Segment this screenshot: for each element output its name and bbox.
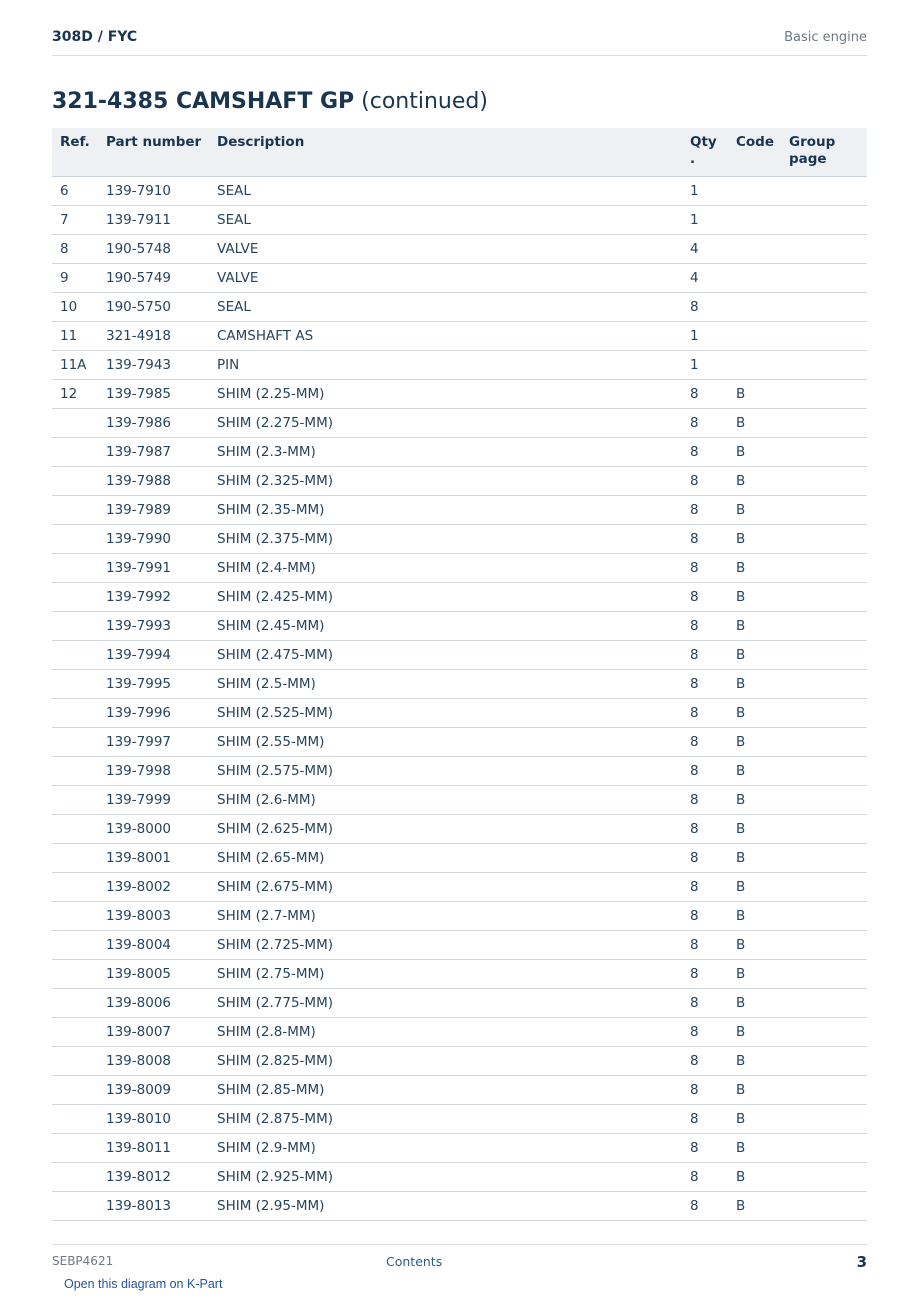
cell-ref xyxy=(52,930,98,959)
cell-part-number: 139-7992 xyxy=(98,582,209,611)
table-row xyxy=(52,524,867,553)
cell-group-page xyxy=(781,1104,867,1133)
table-row xyxy=(52,379,867,408)
cell-ref xyxy=(52,1017,98,1046)
cell-part-number: 139-8008 xyxy=(98,1046,209,1075)
cell-code: B xyxy=(728,1162,781,1191)
cell-qty: 8 xyxy=(682,872,728,901)
cell-group-page xyxy=(781,843,867,872)
cell-description: SHIM (2.25-MM) xyxy=(209,379,682,408)
table-row xyxy=(52,872,867,901)
cell-description: SHIM (2.475-MM) xyxy=(209,640,682,669)
cell-description: SHIM (2.45-MM) xyxy=(209,611,682,640)
cell-qty: 8 xyxy=(682,814,728,843)
cell-code: B xyxy=(728,959,781,988)
cell-code: B xyxy=(728,930,781,959)
cell-code xyxy=(728,176,781,205)
cell-ref xyxy=(52,901,98,930)
cell-group-page xyxy=(781,988,867,1017)
table-row xyxy=(52,466,867,495)
cell-part-number: 139-8001 xyxy=(98,843,209,872)
cell-code xyxy=(728,292,781,321)
cell-description: SHIM (2.35-MM) xyxy=(209,495,682,524)
cell-part-number: 139-8006 xyxy=(98,988,209,1017)
page-footer xyxy=(52,1244,867,1275)
cell-description: CAMSHAFT AS xyxy=(209,321,682,350)
cell-qty: 8 xyxy=(682,959,728,988)
cell-description: SHIM (2.875-MM) xyxy=(209,1104,682,1133)
cell-code: B xyxy=(728,1075,781,1104)
table-row xyxy=(52,234,867,263)
cell-code: B xyxy=(728,1104,781,1133)
cell-part-number: 139-7994 xyxy=(98,640,209,669)
table-row xyxy=(52,611,867,640)
cell-code: B xyxy=(728,814,781,843)
table-row xyxy=(52,408,867,437)
table-row xyxy=(52,640,867,669)
cell-ref xyxy=(52,611,98,640)
table-row xyxy=(52,843,867,872)
cell-qty: 8 xyxy=(682,408,728,437)
cell-group-page xyxy=(781,263,867,292)
cell-group-page xyxy=(781,205,867,234)
cell-qty: 8 xyxy=(682,930,728,959)
cell-ref xyxy=(52,1162,98,1191)
cell-part-number: 139-7998 xyxy=(98,756,209,785)
cell-ref xyxy=(52,785,98,814)
cell-group-page xyxy=(781,959,867,988)
table-row xyxy=(52,988,867,1017)
table-row xyxy=(52,1162,867,1191)
cell-description: SEAL xyxy=(209,205,682,234)
cell-group-page xyxy=(781,379,867,408)
cell-qty: 8 xyxy=(682,437,728,466)
table-row xyxy=(52,292,867,321)
cell-part-number: 139-7990 xyxy=(98,524,209,553)
cell-group-page xyxy=(781,524,867,553)
table-row xyxy=(52,205,867,234)
cell-code: B xyxy=(728,640,781,669)
table-row xyxy=(52,1017,867,1046)
cell-qty: 8 xyxy=(682,582,728,611)
cell-description: SHIM (2.675-MM) xyxy=(209,872,682,901)
col-header-ref: Ref. xyxy=(52,128,98,176)
cell-part-number: 139-7997 xyxy=(98,727,209,756)
cell-description: SHIM (2.325-MM) xyxy=(209,466,682,495)
col-header-qty: Qty . xyxy=(682,128,728,176)
cell-ref xyxy=(52,959,98,988)
cell-description: SHIM (2.575-MM) xyxy=(209,756,682,785)
cell-description: SHIM (2.6-MM) xyxy=(209,785,682,814)
cell-qty: 8 xyxy=(682,466,728,495)
cell-code: B xyxy=(728,437,781,466)
cell-qty: 8 xyxy=(682,901,728,930)
cell-part-number: 139-8011 xyxy=(98,1133,209,1162)
cell-code: B xyxy=(728,669,781,698)
cell-qty: 8 xyxy=(682,669,728,698)
cell-part-number: 139-7989 xyxy=(98,495,209,524)
table-row xyxy=(52,1191,867,1220)
cell-description: SHIM (2.625-MM) xyxy=(209,814,682,843)
cell-group-page xyxy=(781,495,867,524)
cell-code xyxy=(728,263,781,292)
cell-qty: 8 xyxy=(682,1075,728,1104)
table-row xyxy=(52,930,867,959)
cell-group-page xyxy=(781,669,867,698)
table-row xyxy=(52,176,867,205)
cell-part-number: 139-7991 xyxy=(98,553,209,582)
cell-part-number: 139-7993 xyxy=(98,611,209,640)
table-row xyxy=(52,321,867,350)
cell-group-page xyxy=(781,553,867,582)
cell-code: B xyxy=(728,611,781,640)
cell-ref: 11A xyxy=(52,350,98,379)
cell-part-number: 139-7995 xyxy=(98,669,209,698)
title-part: 321-4385 CAMSHAFT GP xyxy=(52,89,355,114)
cell-code: B xyxy=(728,1046,781,1075)
cell-code: B xyxy=(728,1017,781,1046)
cell-ref: 7 xyxy=(52,205,98,234)
cell-group-page xyxy=(781,727,867,756)
cell-part-number: 139-7985 xyxy=(98,379,209,408)
cell-ref: 12 xyxy=(52,379,98,408)
cell-code: B xyxy=(728,1191,781,1220)
cell-description: SHIM (2.9-MM) xyxy=(209,1133,682,1162)
cell-description: SHIM (2.425-MM) xyxy=(209,582,682,611)
cell-qty: 1 xyxy=(682,176,728,205)
table-row xyxy=(52,553,867,582)
cell-group-page xyxy=(781,640,867,669)
cell-ref xyxy=(52,698,98,727)
cell-group-page xyxy=(781,437,867,466)
table-row xyxy=(52,582,867,611)
cell-code: B xyxy=(728,756,781,785)
table-row xyxy=(52,1133,867,1162)
cell-qty: 1 xyxy=(682,205,728,234)
cell-qty: 8 xyxy=(682,698,728,727)
table-header-row xyxy=(52,128,867,176)
title-suffix: (continued) xyxy=(354,89,488,114)
cell-qty: 8 xyxy=(682,1017,728,1046)
cell-part-number: 139-7911 xyxy=(98,205,209,234)
cell-code xyxy=(728,205,781,234)
table-row xyxy=(52,669,867,698)
table-row xyxy=(52,785,867,814)
cell-code: B xyxy=(728,495,781,524)
cell-ref: 6 xyxy=(52,176,98,205)
cell-qty: 8 xyxy=(682,553,728,582)
cell-ref xyxy=(52,872,98,901)
cell-ref xyxy=(52,408,98,437)
cell-description: SHIM (2.75-MM) xyxy=(209,959,682,988)
col-header-group-page: Group page xyxy=(781,128,867,176)
cell-qty: 8 xyxy=(682,843,728,872)
page-header xyxy=(52,28,867,56)
cell-description: VALVE xyxy=(209,234,682,263)
cell-description: SHIM (2.275-MM) xyxy=(209,408,682,437)
cell-group-page xyxy=(781,872,867,901)
cell-part-number: 139-7986 xyxy=(98,408,209,437)
parts-table-body xyxy=(52,176,867,1220)
cell-part-number: 190-5748 xyxy=(98,234,209,263)
cell-qty: 8 xyxy=(682,785,728,814)
cell-part-number: 139-8005 xyxy=(98,959,209,988)
contents-link[interactable]: Contents xyxy=(386,1254,443,1269)
cell-code: B xyxy=(728,466,781,495)
cell-group-page xyxy=(781,1017,867,1046)
cell-description: SHIM (2.5-MM) xyxy=(209,669,682,698)
cell-part-number: 139-7999 xyxy=(98,785,209,814)
cell-ref xyxy=(52,1075,98,1104)
cell-ref: 11 xyxy=(52,321,98,350)
cell-group-page xyxy=(781,1191,867,1220)
cell-group-page xyxy=(781,698,867,727)
cell-description: PIN xyxy=(209,350,682,379)
cell-group-page xyxy=(781,1075,867,1104)
cell-qty: 1 xyxy=(682,321,728,350)
cell-group-page xyxy=(781,466,867,495)
cell-part-number: 139-7943 xyxy=(98,350,209,379)
cell-description: SHIM (2.3-MM) xyxy=(209,437,682,466)
cell-ref: 10 xyxy=(52,292,98,321)
cell-ref xyxy=(52,1191,98,1220)
cell-ref xyxy=(52,437,98,466)
cell-qty: 1 xyxy=(682,350,728,379)
cell-qty: 8 xyxy=(682,611,728,640)
table-row xyxy=(52,814,867,843)
cell-description: SHIM (2.525-MM) xyxy=(209,698,682,727)
cell-ref xyxy=(52,640,98,669)
section-name: Basic engine xyxy=(784,30,867,45)
cell-ref xyxy=(52,1046,98,1075)
cell-qty: 8 xyxy=(682,1104,728,1133)
cell-qty: 8 xyxy=(682,524,728,553)
cell-ref xyxy=(52,1133,98,1162)
cell-code: B xyxy=(728,785,781,814)
cell-part-number: 139-8007 xyxy=(98,1017,209,1046)
table-row xyxy=(52,437,867,466)
cell-code: B xyxy=(728,553,781,582)
cell-part-number: 139-7987 xyxy=(98,437,209,466)
cell-description: SEAL xyxy=(209,292,682,321)
cell-part-number: 139-7988 xyxy=(98,466,209,495)
cell-part-number: 321-4918 xyxy=(98,321,209,350)
cell-part-number: 139-8004 xyxy=(98,930,209,959)
cell-group-page xyxy=(781,234,867,263)
cell-description: SHIM (2.85-MM) xyxy=(209,1075,682,1104)
cell-group-page xyxy=(781,785,867,814)
cell-qty: 8 xyxy=(682,1162,728,1191)
cell-ref xyxy=(52,553,98,582)
cell-group-page xyxy=(781,1162,867,1191)
cell-code: B xyxy=(728,727,781,756)
cell-description: SEAL xyxy=(209,176,682,205)
cell-description: SHIM (2.4-MM) xyxy=(209,553,682,582)
kpart-link[interactable]: Open this diagram on K-Part xyxy=(64,1277,223,1291)
cell-code xyxy=(728,321,781,350)
table-row xyxy=(52,959,867,988)
cell-description: SHIM (2.725-MM) xyxy=(209,930,682,959)
cell-description: SHIM (2.375-MM) xyxy=(209,524,682,553)
table-row xyxy=(52,756,867,785)
cell-qty: 8 xyxy=(682,1046,728,1075)
cell-description: SHIM (2.825-MM) xyxy=(209,1046,682,1075)
cell-group-page xyxy=(781,408,867,437)
cell-group-page xyxy=(781,292,867,321)
cell-ref xyxy=(52,1104,98,1133)
cell-ref: 8 xyxy=(52,234,98,263)
cell-qty: 4 xyxy=(682,263,728,292)
cell-code: B xyxy=(728,524,781,553)
cell-qty: 4 xyxy=(682,234,728,263)
cell-part-number: 139-8003 xyxy=(98,901,209,930)
table-row xyxy=(52,350,867,379)
page-number: 3 xyxy=(856,1253,867,1271)
cell-ref xyxy=(52,495,98,524)
cell-description: SHIM (2.8-MM) xyxy=(209,1017,682,1046)
cell-qty: 8 xyxy=(682,1191,728,1220)
cell-ref xyxy=(52,582,98,611)
cell-code: B xyxy=(728,1133,781,1162)
cell-ref xyxy=(52,988,98,1017)
table-row xyxy=(52,1046,867,1075)
cell-code: B xyxy=(728,988,781,1017)
cell-group-page xyxy=(781,176,867,205)
cell-qty: 8 xyxy=(682,756,728,785)
page-title xyxy=(52,89,488,114)
cell-group-page xyxy=(781,350,867,379)
cell-ref xyxy=(52,843,98,872)
cell-ref xyxy=(52,466,98,495)
cell-code: B xyxy=(728,872,781,901)
cell-description: VALVE xyxy=(209,263,682,292)
cell-ref: 9 xyxy=(52,263,98,292)
cell-group-page xyxy=(781,756,867,785)
cell-code xyxy=(728,350,781,379)
cell-qty: 8 xyxy=(682,727,728,756)
col-header-part-number: Part number xyxy=(98,128,209,176)
cell-group-page xyxy=(781,611,867,640)
table-row xyxy=(52,495,867,524)
cell-qty: 8 xyxy=(682,1133,728,1162)
cell-code: B xyxy=(728,698,781,727)
cell-qty: 8 xyxy=(682,640,728,669)
cell-qty: 8 xyxy=(682,495,728,524)
cell-part-number: 139-8009 xyxy=(98,1075,209,1104)
cell-ref xyxy=(52,814,98,843)
cell-group-page xyxy=(781,582,867,611)
cell-part-number: 139-8013 xyxy=(98,1191,209,1220)
cell-description: SHIM (2.55-MM) xyxy=(209,727,682,756)
col-header-description: Description xyxy=(209,128,682,176)
cell-qty: 8 xyxy=(682,988,728,1017)
cell-ref xyxy=(52,669,98,698)
cell-description: SHIM (2.95-MM) xyxy=(209,1191,682,1220)
cell-qty: 8 xyxy=(682,379,728,408)
model-code: 308D / FYC xyxy=(52,29,138,45)
table-row xyxy=(52,1075,867,1104)
cell-part-number: 139-8000 xyxy=(98,814,209,843)
cell-part-number: 139-7910 xyxy=(98,176,209,205)
cell-group-page xyxy=(781,321,867,350)
cell-code: B xyxy=(728,379,781,408)
cell-description: SHIM (2.65-MM) xyxy=(209,843,682,872)
cell-ref xyxy=(52,727,98,756)
cell-code: B xyxy=(728,582,781,611)
cell-part-number: 190-5749 xyxy=(98,263,209,292)
document-id: SEBP4621 xyxy=(52,1254,114,1268)
cell-part-number: 190-5750 xyxy=(98,292,209,321)
cell-part-number: 139-8002 xyxy=(98,872,209,901)
cell-code: B xyxy=(728,901,781,930)
table-row xyxy=(52,263,867,292)
cell-group-page xyxy=(781,814,867,843)
col-header-code: Code xyxy=(728,128,781,176)
cell-ref xyxy=(52,524,98,553)
cell-group-page xyxy=(781,930,867,959)
parts-table xyxy=(52,128,867,1221)
cell-description: SHIM (2.7-MM) xyxy=(209,901,682,930)
cell-description: SHIM (2.925-MM) xyxy=(209,1162,682,1191)
cell-part-number: 139-8010 xyxy=(98,1104,209,1133)
cell-code xyxy=(728,234,781,263)
table-row xyxy=(52,727,867,756)
cell-part-number: 139-8012 xyxy=(98,1162,209,1191)
cell-code: B xyxy=(728,843,781,872)
cell-group-page xyxy=(781,901,867,930)
table-row xyxy=(52,901,867,930)
cell-description: SHIM (2.775-MM) xyxy=(209,988,682,1017)
cell-ref xyxy=(52,756,98,785)
cell-part-number: 139-7996 xyxy=(98,698,209,727)
cell-qty: 8 xyxy=(682,292,728,321)
table-row xyxy=(52,698,867,727)
cell-code: B xyxy=(728,408,781,437)
cell-group-page xyxy=(781,1046,867,1075)
cell-group-page xyxy=(781,1133,867,1162)
table-row xyxy=(52,1104,867,1133)
